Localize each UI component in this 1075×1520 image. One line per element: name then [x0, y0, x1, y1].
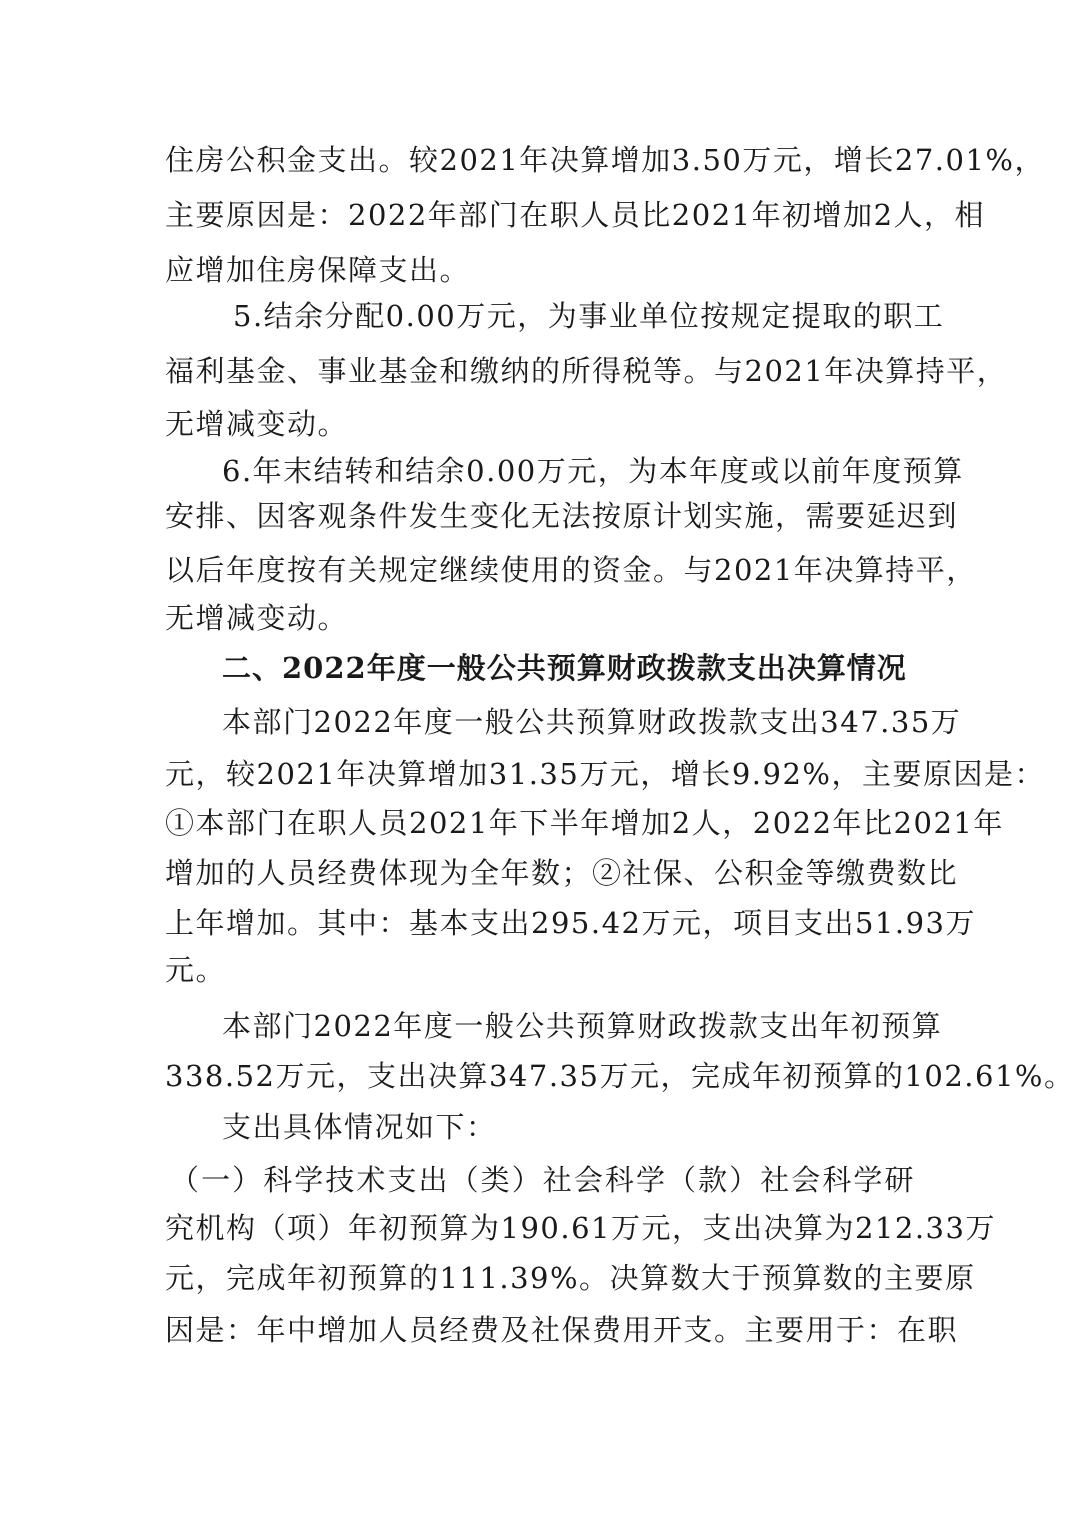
text-line: 安排、因客观条件发生变化无法按原计划实施，需要延迟到 — [165, 499, 959, 533]
text-line: 本部门2022年度一般公共预算财政拨款支出年初预算 — [222, 1009, 943, 1043]
text-line: 5.结余分配0.00万元，为事业单位按规定提取的职工 — [233, 299, 945, 333]
text-line: 无增减变动。 — [165, 601, 349, 635]
text-line: ①本部门在职人员2021年下半年增加2人，2022年比2021年 — [165, 806, 1004, 840]
text-line: 本部门2022年度一般公共预算财政拨款支出347.35万 — [222, 705, 962, 739]
text-line: 支出具体情况如下： — [222, 1110, 497, 1144]
text-line: 以后年度按有关规定继续使用的资金。与2021年决算持平， — [165, 553, 977, 587]
text-line: 福利基金、事业基金和缴纳的所得税等。与2021年决算持平， — [165, 354, 1008, 388]
text-line: 6.年末结转和结余0.00万元，为本年度或以前年度预算 — [222, 454, 964, 488]
text-line: 住房公积金支出。较2021年决算增加3.50万元，增长27.01%， — [165, 143, 1045, 177]
text-line: 因是：年中增加人员经费及社保费用开支。主要用于：在职 — [165, 1313, 959, 1347]
text-line: 上年增加。其中：基本支出295.42万元，项目支出51.93万 — [165, 906, 976, 940]
text-line: 主要原因是：2022年部门在职人员比2021年初增加2人，相 — [165, 198, 986, 232]
text-line: 无增减变动。 — [165, 407, 349, 441]
text-line: 338.52万元，支出决算347.35万元，完成年初预算的102.61%。 — [165, 1059, 1075, 1093]
text-line: 应增加住房保障支出。 — [165, 253, 471, 287]
text-line: 增加的人员经费体现为全年数；②社保、公积金等缴费数比 — [165, 856, 959, 890]
text-line: 元。 — [165, 953, 227, 987]
text-line: 究机构（项）年初预算为190.61万元，支出决算为212.33万 — [165, 1211, 996, 1245]
text-line: （一）科学技术支出（类）社会科学（款）社会科学研 — [170, 1163, 915, 1197]
text-line: 元，完成年初预算的111.39%。决算数大于预算数的主要原 — [165, 1261, 976, 1295]
text-line: 元，较2021年决算增加31.35万元，增长9.92%，主要原因是： — [165, 757, 1045, 791]
section-heading: 二、2022年度一般公共预算财政拨款支出决算情况 — [222, 651, 907, 685]
